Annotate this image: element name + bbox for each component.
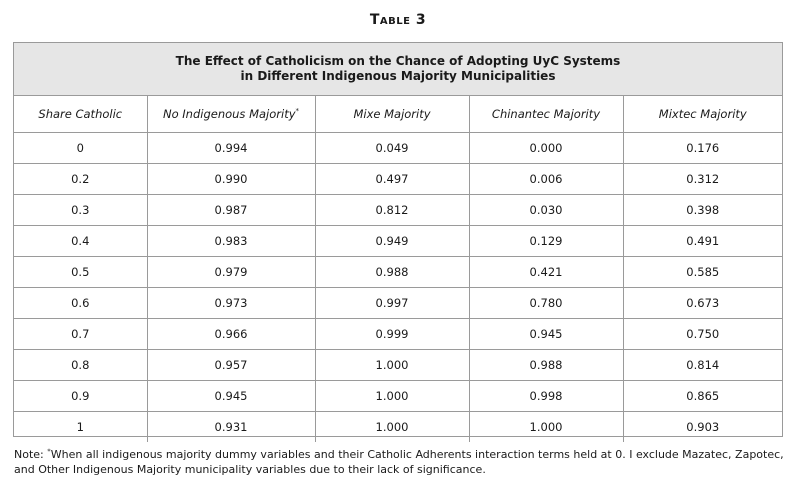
table-cell: 0.998 [469, 381, 623, 412]
table-note [14, 447, 789, 477]
table-cell: 0.7 [14, 319, 147, 350]
table-frame [13, 42, 783, 437]
table-cell: 1.000 [315, 381, 469, 412]
table-cell: 0.4 [14, 226, 147, 257]
table-cell: 0.129 [469, 226, 623, 257]
table-cell: 0.988 [315, 257, 469, 288]
table-cell: 0.585 [623, 257, 782, 288]
table-cell: 0.2 [14, 164, 147, 195]
table-cell: 0.9 [14, 381, 147, 412]
table-cell: 0.979 [147, 257, 315, 288]
column-header [623, 96, 782, 133]
table-row [14, 164, 782, 195]
table-cell: 0.990 [147, 164, 315, 195]
table-cell: 0.030 [469, 195, 623, 226]
table-row [14, 350, 782, 381]
table-cell: 0.994 [147, 133, 315, 164]
data-table [14, 96, 782, 442]
table-row [14, 288, 782, 319]
table-cell: 0.997 [315, 288, 469, 319]
table-body [14, 133, 782, 443]
table-cell: 0.988 [469, 350, 623, 381]
table-cell: 0.398 [623, 195, 782, 226]
table-cell: 0.421 [469, 257, 623, 288]
column-header [14, 96, 147, 133]
column-header-label: Mixe Majority [353, 107, 431, 121]
table-label: Table 3 [369, 12, 427, 28]
table-cell: 0.750 [623, 319, 782, 350]
note-text: When all indigenous majority dummy variables and their Catholic Adherents interaction terms held at 0. I exclude Mazatec, Zapotec, and Other Indigenous Majority municipality variables due to their lack of significance. [14, 448, 784, 476]
table-cell: 0.812 [315, 195, 469, 226]
column-header-label: Chinantec Majority [491, 107, 601, 121]
column-header-label: No Indigenous Majority [162, 107, 296, 121]
table-cell: 0.673 [623, 288, 782, 319]
column-header [315, 96, 469, 133]
table-cell: 0.987 [147, 195, 315, 226]
table-cell: 0.957 [147, 350, 315, 381]
table-cell: 0.8 [14, 350, 147, 381]
table-cell: 0.931 [147, 412, 315, 443]
table-row [14, 412, 782, 443]
table-cell: 0.814 [623, 350, 782, 381]
table-cell: 0.3 [14, 195, 147, 226]
table-cell: 0.491 [623, 226, 782, 257]
column-header [469, 96, 623, 133]
table-caption [14, 43, 782, 96]
table-cell: 0.006 [469, 164, 623, 195]
table-cell: 0.049 [315, 133, 469, 164]
table-cell: 1.000 [315, 350, 469, 381]
table-cell: 1.000 [469, 412, 623, 443]
table-cell: 0 [14, 133, 147, 164]
table-cell: 0.176 [623, 133, 782, 164]
column-header [147, 96, 315, 133]
table-row [14, 133, 782, 164]
table-cell: 0.945 [147, 381, 315, 412]
caption-line-1: The Effect of Catholicism on the Chance of Adopting UyC Systems [175, 54, 621, 68]
table-cell: 0.903 [623, 412, 782, 443]
column-header-label: Mixtec Majority [658, 107, 747, 121]
column-header-label: Share Catholic [38, 107, 123, 121]
table-cell: 1 [14, 412, 147, 443]
table-cell: 0.983 [147, 226, 315, 257]
table-row [14, 257, 782, 288]
header-row [14, 96, 782, 133]
table-row [14, 226, 782, 257]
table-cell: 0.949 [315, 226, 469, 257]
table-cell: 1.000 [315, 412, 469, 443]
table-cell: 0.973 [147, 288, 315, 319]
table-row [14, 381, 782, 412]
table-cell: 0.966 [147, 319, 315, 350]
table-cell: 0.780 [469, 288, 623, 319]
table-cell: 0.312 [623, 164, 782, 195]
caption-line-2: in Different Indigenous Majority Municipalities [240, 69, 556, 83]
table-row [14, 195, 782, 226]
table-cell: 0.865 [623, 381, 782, 412]
note-marker: * [47, 447, 51, 456]
table-cell: 0.6 [14, 288, 147, 319]
column-header-marker: * [295, 107, 300, 116]
note-prefix: Note: [14, 448, 48, 461]
table-cell: 0.497 [315, 164, 469, 195]
table-cell: 0.000 [469, 133, 623, 164]
table-cell: 0.5 [14, 257, 147, 288]
table-cell: 0.945 [469, 319, 623, 350]
table-cell: 0.999 [315, 319, 469, 350]
table-row [14, 319, 782, 350]
